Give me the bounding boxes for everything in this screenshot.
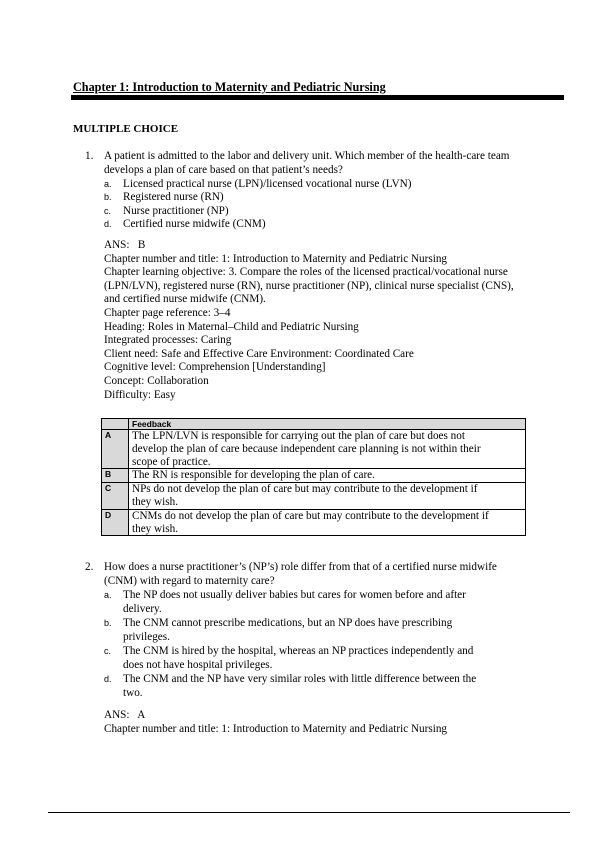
feedback-header-row — [102, 419, 526, 430]
feedback-letter: A — [102, 430, 129, 469]
feedback-text — [129, 430, 526, 469]
option-letter: c. — [104, 206, 112, 216]
feedback-row — [102, 430, 526, 469]
detail-line: Heading: Roles in Maternal–Child and Pediatric Nursing — [104, 320, 359, 333]
answer-details — [104, 709, 564, 736]
question-number: 1. — [85, 150, 94, 162]
detail-line: Integrated processes: Caring — [104, 334, 232, 347]
option-text: Licensed practical nurse (LPN)/licensed vocational nurse (LVN) — [123, 178, 412, 190]
option-text — [123, 645, 473, 672]
detail-line: and certified nurse midwife (CNM). — [104, 293, 266, 306]
option-text: Certified nurse midwife (CNM) — [123, 218, 266, 230]
detail-line: Chapter page reference: 3–4 — [104, 306, 231, 319]
feedback-line: develop the plan of care because independent care planning is not within their — [132, 442, 481, 455]
feedback-row — [102, 469, 526, 483]
feedback-line: they wish. — [132, 522, 178, 535]
option-letter: d. — [104, 674, 112, 684]
question-number: 2. — [85, 561, 94, 573]
answer-key: ANS: A — [104, 709, 146, 721]
detail-line: Chapter number and title: 1: Introduction to Maternity and Pediatric Nursing — [104, 722, 448, 735]
detail-line: Concept: Collaboration — [104, 374, 209, 387]
feedback-text — [129, 509, 526, 536]
option-line: does not have hospital privileges. — [123, 658, 273, 671]
title-divider — [71, 95, 564, 100]
option-line: The CNM and the NP have very similar roles with little difference between the — [123, 673, 477, 685]
question-stem-line: (CNM) with regard to maternity care? — [104, 574, 275, 587]
option-text: Registered nurse (RN) — [123, 191, 224, 203]
feedback-line: they wish. — [132, 495, 178, 508]
feedback-table — [101, 418, 526, 536]
feedback-corner-cell — [102, 419, 129, 430]
option-text — [123, 589, 466, 616]
option-letter: a. — [104, 590, 112, 600]
feedback-line: scope of practice. — [132, 455, 211, 468]
feedback-row — [102, 509, 526, 536]
option-text — [123, 673, 476, 700]
detail-line: (LPN/LVN), registered nurse (RN), nurse practitioner (NP), clinical nurse specialist (CNS), — [104, 279, 514, 292]
section-heading: MULTIPLE CHOICE — [73, 123, 179, 135]
feedback-line: The RN is responsible for developing the plan of care. — [132, 469, 375, 482]
feedback-letter: D — [102, 509, 129, 536]
answer-key: ANS: B — [104, 239, 146, 251]
option-line: privileges. — [123, 630, 170, 643]
answer-details — [104, 239, 564, 402]
question-stem-line: A patient is admitted to the labor and delivery unit. Which member of the health-care team — [104, 150, 510, 162]
option-line: The CNM is hired by the hospital, whereas an NP practices independently and — [123, 645, 474, 657]
option-letter: d. — [104, 219, 112, 229]
option-text: Nurse practitioner (NP) — [123, 205, 229, 217]
option-line: two. — [123, 686, 143, 699]
option-letter: b. — [104, 192, 112, 202]
feedback-line: NPs do not develop the plan of care but may contribute to the development if — [132, 483, 478, 496]
option-line: The CNM cannot prescribe medications, but an NP does have prescribing — [123, 617, 453, 629]
option-line: delivery. — [123, 602, 162, 615]
feedback-text — [129, 469, 526, 483]
option-letter: a. — [104, 179, 112, 189]
question-stem — [104, 561, 497, 588]
feedback-text — [129, 483, 526, 510]
detail-line: Cognitive level: Comprehension [Understanding] — [104, 361, 326, 374]
detail-line: Chapter learning objective: 3. Compare the roles of the licensed practical/vocational nurse — [104, 266, 508, 279]
detail-line: Difficulty: Easy — [104, 388, 176, 401]
feedback-line: The LPN/LVN is responsible for carrying out the plan of care but does not — [132, 430, 465, 442]
option-text — [123, 617, 452, 644]
question-stem — [104, 150, 510, 177]
feedback-row — [102, 483, 526, 510]
feedback-letter: B — [102, 469, 129, 483]
feedback-header: Feedback — [129, 419, 526, 430]
question-stem-line: How does a nurse practitioner’s (NP’s) role differ from that of a certified nurse midwife — [104, 561, 497, 573]
question-stem-line: develops a plan of care based on that patient’s needs? — [104, 163, 343, 176]
option-letter: b. — [104, 618, 112, 628]
detail-line: Client need: Safe and Effective Care Environment: Coordinated Care — [104, 347, 414, 360]
feedback-line: CNMs do not develop the plan of care but may contribute to the development if — [132, 509, 489, 522]
detail-line: Chapter number and title: 1: Introduction to Maternity and Pediatric Nursing — [104, 252, 448, 265]
option-letter: c. — [104, 646, 112, 656]
feedback-letter: C — [102, 483, 129, 510]
option-line: The NP does not usually deliver babies but cares for women before and after — [123, 589, 466, 601]
footer-divider — [48, 812, 570, 813]
chapter-title: Chapter 1: Introduction to Maternity and Pediatric Nursing — [73, 80, 386, 94]
